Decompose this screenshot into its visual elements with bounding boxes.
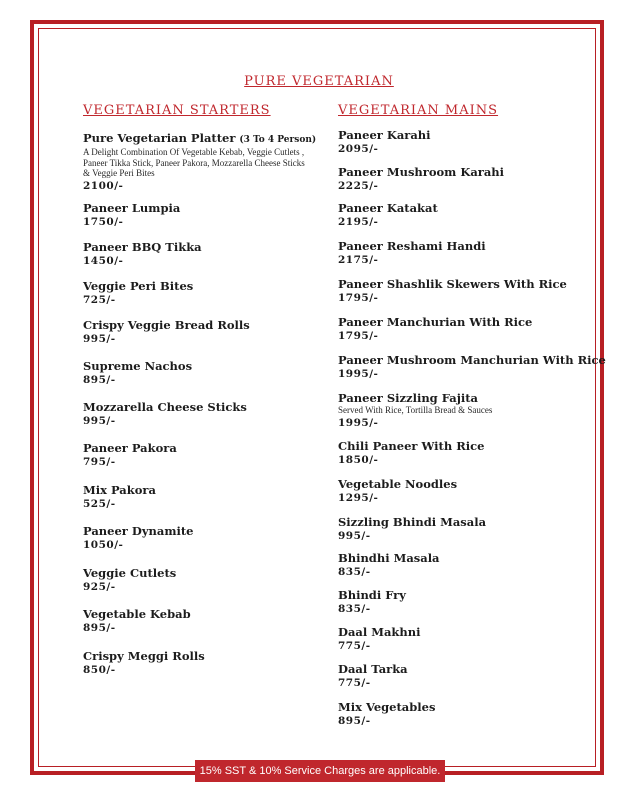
menu-item (338, 239, 598, 267)
item-price: 895/- (338, 715, 371, 727)
item-serving-note: (3 To 4 Person) (239, 135, 317, 145)
item-name: Vegetable Kebab (83, 607, 191, 621)
item-name: Vegetable Noodles (338, 477, 458, 491)
item-name: Paneer Pakora (83, 441, 177, 455)
item-price: 925/- (83, 581, 116, 593)
item-name: Paneer Mushroom Manchurian With Rice (338, 353, 606, 367)
menu-item (83, 566, 343, 594)
menu-item (83, 318, 343, 346)
item-price: 525/- (83, 498, 116, 510)
menu-item (338, 588, 598, 616)
item-price: 1295/- (338, 492, 379, 504)
item-description: A Delight Combination Of Vegetable Kebab, Veggie Cutlets , Paneer Tikka Stick, Paneer Pakora, Mozzarella Cheese Sticks & Veggie Peri Bites (83, 147, 305, 178)
item-name: Mix Pakora (83, 483, 156, 497)
item-price: 2100/- (83, 179, 124, 192)
item-price: 835/- (338, 566, 371, 578)
item-name: Paneer Reshami Handi (338, 239, 486, 253)
item-name: Paneer Karahi (338, 128, 431, 142)
menu-item (338, 128, 598, 156)
item-price: 775/- (338, 640, 371, 652)
menu-item (338, 551, 598, 579)
menu-item (83, 240, 343, 268)
item-price: 1795/- (338, 330, 379, 342)
item-price: 1995/- (338, 368, 379, 380)
item-name: Supreme Nachos (83, 359, 193, 373)
item-name: Paneer Manchurian With Rice (338, 315, 533, 329)
item-price: 2225/- (338, 180, 379, 192)
item-price: 775/- (338, 677, 371, 689)
item-price: 1450/- (83, 255, 124, 267)
menu-item (338, 515, 598, 543)
menu-item (83, 279, 343, 307)
menu-item (338, 277, 598, 305)
item-price: 1750/- (83, 216, 124, 228)
item-name: Mozzarella Cheese Sticks (83, 400, 247, 414)
menu-item (83, 483, 343, 511)
menu-item (338, 700, 598, 728)
menu-item (338, 625, 598, 653)
menu-item (338, 353, 606, 381)
item-price: 1850/- (338, 454, 379, 466)
starters-heading: VEGETARIAN STARTERS (83, 103, 271, 118)
item-description: Served With Rice, Tortilla Bread & Sauces (338, 405, 493, 415)
item-name: Daal Tarka (338, 662, 408, 676)
item-price: 995/- (83, 415, 116, 427)
item-name: Paneer Dynamite (83, 524, 194, 538)
item-price: 1995/- (338, 416, 379, 429)
menu-item (83, 131, 343, 193)
menu-item (83, 359, 343, 387)
item-name: Pure Vegetarian Platter (3 To 4 Person) (83, 131, 317, 145)
item-price: 1795/- (338, 292, 379, 304)
menu-item (83, 649, 343, 677)
menu-item (83, 441, 343, 469)
mains-heading: VEGETARIAN MAINS (338, 103, 499, 118)
item-price: 2195/- (338, 216, 379, 228)
item-price: 725/- (83, 294, 116, 306)
menu-item (83, 400, 343, 428)
menu-item (338, 391, 598, 430)
item-name: Chili Paneer With Rice (338, 439, 485, 453)
menu-item (338, 165, 598, 193)
item-name: Paneer Sizzling Fajita (338, 391, 479, 405)
item-price: 850/- (83, 664, 116, 676)
item-price: 1050/- (83, 539, 124, 551)
item-name: Paneer Shashlik Skewers With Rice (338, 277, 567, 291)
item-name: Paneer Katakat (338, 201, 438, 215)
item-name: Paneer Lumpia (83, 201, 181, 215)
menu-item (83, 607, 343, 635)
menu-item (83, 524, 343, 552)
item-price: 2095/- (338, 143, 379, 155)
item-name: Daal Makhni (338, 625, 421, 639)
item-name: Sizzling Bhindi Masala (338, 515, 487, 529)
menu-item (338, 662, 598, 690)
menu-item (338, 477, 598, 505)
item-name: Bhindi Fry (338, 588, 406, 602)
item-price: 2175/- (338, 254, 379, 266)
item-name: Veggie Cutlets (83, 566, 177, 580)
item-name: Bhindhi Masala (338, 551, 440, 565)
item-price: 995/- (338, 530, 371, 542)
item-name: Crispy Veggie Bread Rolls (83, 318, 250, 332)
item-name: Mix Vegetables (338, 700, 436, 714)
menu-item (338, 315, 598, 343)
menu-item (83, 201, 343, 229)
item-name: Paneer BBQ Tikka (83, 240, 202, 254)
item-name: Paneer Mushroom Karahi (338, 165, 505, 179)
item-price: 795/- (83, 456, 116, 468)
item-price: 895/- (83, 374, 116, 386)
item-price: 895/- (83, 622, 116, 634)
page-title: PURE VEGETARIAN (244, 74, 394, 89)
item-name: Crispy Meggi Rolls (83, 649, 205, 663)
menu-item (338, 439, 598, 467)
item-price: 835/- (338, 603, 371, 615)
menu-item (338, 201, 598, 229)
item-price: 995/- (83, 333, 116, 345)
item-name: Veggie Peri Bites (83, 279, 194, 293)
footer-notice: 15% SST & 10% Service Charges are applicable. (199, 765, 441, 777)
